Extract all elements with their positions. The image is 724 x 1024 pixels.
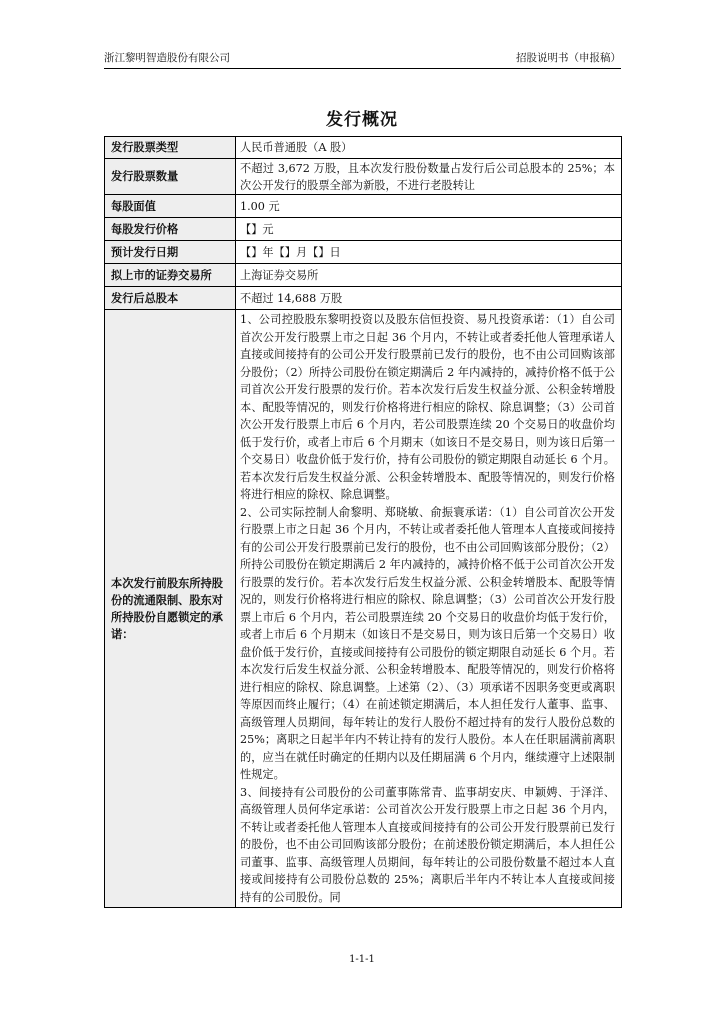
- table-row: [105, 137, 622, 159]
- lockup-commitments: [236, 310, 622, 908]
- row-label: 每股面值: [105, 195, 236, 218]
- row-label: 预计发行日期: [105, 241, 236, 264]
- table-row: [105, 287, 622, 310]
- row-label: 每股发行价格: [105, 218, 236, 241]
- table-row: [105, 264, 622, 287]
- table-row: [105, 159, 622, 195]
- header-doc-type: 招股说明书（申报稿）: [516, 52, 621, 64]
- row-value: 1.00 元: [236, 195, 622, 218]
- table-row: [105, 195, 622, 218]
- table-row: [105, 218, 622, 241]
- page-header: [104, 50, 621, 69]
- offering-overview-table: [104, 136, 622, 908]
- lockup-paragraph: 3、间接持有公司股份的公司董事陈常青、监事胡安庆、申颖娉、于泽洋、高级管理人员何华定承诺：公司首次公开发行股票上市之日起 36 个月内，不转让或者委托他人管理本人直接或间接持有的公司公开发行股票前已发行的股份，也不由公司回购该部分股份；在前述股份锁定期满后，本人担任公司董事、监事、高级管理人员期间，每年转让的公司股份数量不超过本人直接或间接持有公司股份总数的 25%；离职后半年内不转让本人直接或间接持有的公司股份。同: [240, 785, 615, 904]
- row-label: 发行股票数量: [105, 159, 236, 195]
- lockup-label: 本次发行前股东所持股份的流通限制、股东对所持股份自愿锁定的承诺：: [105, 310, 236, 908]
- table-row-lockup: [105, 310, 622, 908]
- page-number: 1-1-1: [349, 954, 375, 965]
- lockup-paragraph: 1、公司控股股东黎明投资以及股东信恒投资、易凡投资承诺：（1）自公司首次公开发行股票上市之日起 36 个月内，不转让或者委托他人管理承诺人直接或间接持有的公司公开发行股票前已发行的股份，也不由公司回购该部分股份；（2）所持公司股份在锁定期满后 2 年内减持的，减持价格不低于公司首次公开发行股票的发行价。若本次发行后发生权益分派、公积金转增股本、配股等情况的，则发行价格将进行相应的除权、除息调整；（3）公司首次公开发行股票上市后 6 个月内，若公司股票连续 20 个交易日的收盘价均低于发行价，或者上市后 6 个月期末（如该日不是交易日，则为该日后第一个交易日）收盘价低于发行价，持有公司股份的锁定期限自动延长 6 个月。若本次发行后发生权益分派、公积金转增股本、配股等情况的，则发行价格将进行相应的除权、除息调整。: [240, 313, 615, 501]
- lockup-paragraph: 2、公司实际控制人俞黎明、郑晓敏、俞振寰承诺：（1）自公司首次公开发行股票上市之日起 36 个月内，不转让或者委托他人管理本人直接或间接持有的公司公开发行股票前已发行的股份，也不由公司回购该部分股份；（2）所持公司股份在锁定期满后 2 年内减持的，减持价格不低于公司首次公开发行股票的发行价。若本次发行后发生权益分派、公积金转增股本、配股等情况的，则发行价格将进行相应的除权、除息调整；（3）公司首次公开发行股票上市后 6 个月内，若公司股票连续 20 个交易日的收盘价均低于发行价，或者上市后 6 个月期末（如该日不是交易日，则为该日后第一个交易日）收盘价低于发行价，直接或间接持有公司股份的锁定期限自动延长 6 个月。若本次发行后发生权益分派、公积金转增股本、配股等情况的，则发行价格将进行相应的除权、除息调整。上述第（2）、（3）项承诺不因职务变更或离职等原因而终止履行；（4）在前述锁定期满后，本人担任发行人董事、监事、高级管理人员期间，每年转让的发行人股份不超过持有的发行人股份总数的 25%；离职之日起半年内不转让持有的发行人股份。本人在任职届满前离职的，应当在就任时确定的任期内以及任期届满 6 个月内，继续遵守上述限制性规定。: [240, 505, 615, 781]
- row-label: 发行股票类型: [105, 137, 236, 159]
- table-row: [105, 241, 622, 264]
- row-label: 发行后总股本: [105, 287, 236, 310]
- page-title: 发行概况: [326, 110, 398, 130]
- row-value: 不超过 3,672 万股，且本次发行股份数量占发行后公司总股本的 25%；本次公开发行的股票全部为新股，不进行老股转让: [236, 159, 622, 195]
- row-value: 上海证券交易所: [236, 264, 622, 287]
- row-value: 不超过 14,688 万股: [236, 287, 622, 310]
- row-value: 人民币普通股（A 股）: [236, 137, 622, 159]
- row-value: 【】年【】月【】日: [236, 241, 622, 264]
- header-company: 浙江黎明智造股份有限公司: [104, 52, 230, 64]
- row-label: 拟上市的证券交易所: [105, 264, 236, 287]
- row-value: 【】元: [236, 218, 622, 241]
